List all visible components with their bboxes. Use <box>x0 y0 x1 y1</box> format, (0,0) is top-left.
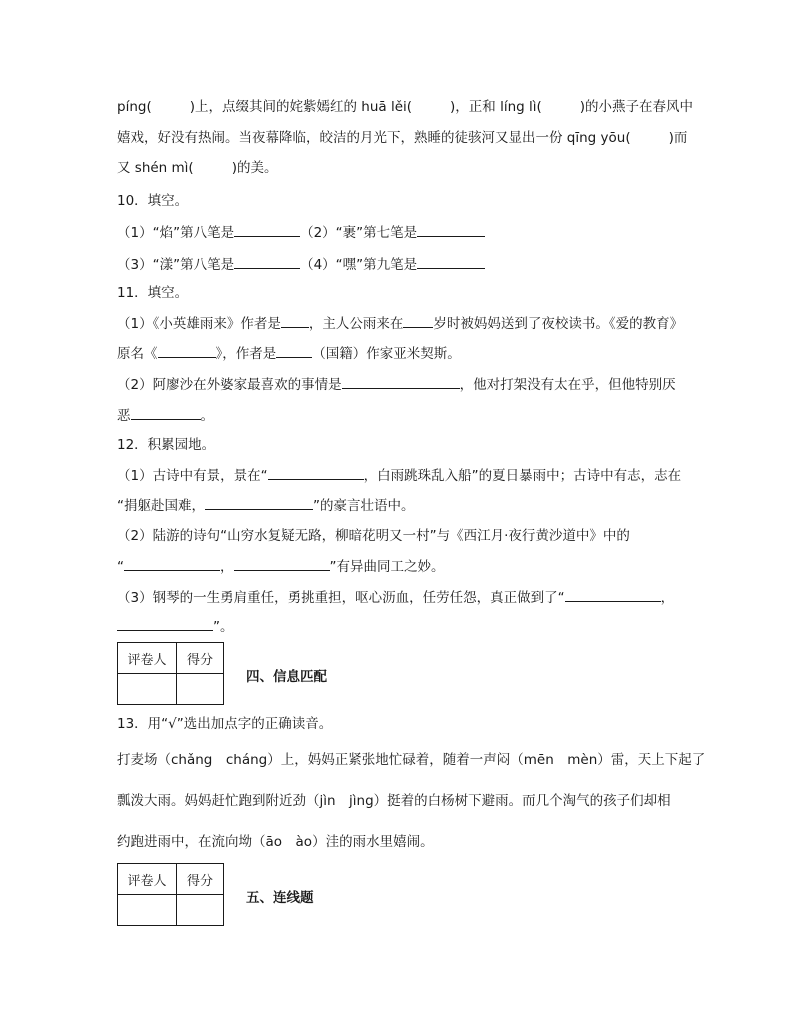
answer-blank[interactable] <box>124 556 220 571</box>
answer-blank[interactable] <box>268 465 364 480</box>
grader-header: 评卷人 <box>118 864 177 895</box>
q12-title: 12．积累园地。 <box>117 437 216 453</box>
q13-line-1: 打麦场（chǎng cháng）上，妈妈正紧张地忙碌着，随着一声闷（mēn mèn）雷，天上下起了 <box>117 752 706 768</box>
section-4-title: 四、信息匹配 <box>246 669 327 685</box>
score-cell[interactable] <box>177 674 224 705</box>
q12-line-6: ”。 <box>117 616 234 637</box>
score-header: 得分 <box>177 864 224 895</box>
answer-blank[interactable] <box>234 222 300 237</box>
grader-cell[interactable] <box>118 895 177 926</box>
answer-blank[interactable] <box>158 343 216 358</box>
q11-title: 11．填空。 <box>117 285 189 301</box>
answer-blank[interactable] <box>234 556 330 571</box>
answer-blank[interactable] <box>205 495 313 510</box>
answer-blank[interactable] <box>234 254 300 269</box>
answer-blank[interactable] <box>403 313 433 328</box>
q12-line-4: “ ， ”有异曲同工之妙。 <box>117 556 445 577</box>
q10-title: 10．填空。 <box>117 193 189 209</box>
score-table <box>117 863 224 926</box>
q10-row-1: （1）“焰”第八笔是 （2）“裹”第七笔是 <box>117 222 485 243</box>
score-table <box>117 642 224 705</box>
answer-blank[interactable] <box>281 313 309 328</box>
answer-blank[interactable] <box>117 616 213 631</box>
q9-line-3: 又 shén mì( )的美。 <box>117 160 278 176</box>
answer-blank[interactable] <box>342 374 460 389</box>
score-cell[interactable] <box>177 895 224 926</box>
q12-line-2: “捐躯赴国难， ”的豪言壮语中。 <box>117 495 415 516</box>
q13-line-2: 瓢泼大雨。妈妈赶忙跑到附近劲（jìn jìng）挺着的白杨树下避雨。而几个淘气的孩子们却相 <box>117 793 671 809</box>
section-5-title: 五、连线题 <box>246 890 314 906</box>
q11-line-4: 恶 。 <box>117 405 214 426</box>
answer-blank[interactable] <box>276 343 312 358</box>
q12-line-1: （1）古诗中有景，景在“ ，白雨跳珠乱入船”的夏日暴雨中；古诗中有志，志在 <box>117 465 681 486</box>
grader-header: 评卷人 <box>118 643 177 674</box>
q11-line-1: （1）《小英雄雨来》作者是 ，主人公雨来在 岁时被妈妈送到了夜校读书。《爱的教育》 <box>117 313 683 334</box>
q11-line-2: 原名《 》，作者是 （国籍）作家亚米契斯。 <box>117 343 461 364</box>
q13-title: 13．用“√”选出加点字的正确读音。 <box>117 716 333 732</box>
answer-blank[interactable] <box>417 222 485 237</box>
q12-line-3: （2）陆游的诗句“山穷水复疑无路，柳暗花明又一村”与《西江月·夜行黄沙道中》中的 <box>117 528 630 544</box>
q9-line-1: píng( )上，点缀其间的姹紫嫣红的 huā lěi( )，正和 líng lì( )的小燕子在春风中 <box>117 99 694 115</box>
answer-blank[interactable] <box>417 254 485 269</box>
answer-blank[interactable] <box>131 405 201 420</box>
q11-line-3: （2）阿廖沙在外婆家最喜欢的事情是 ，他对打架没有太在乎，但他特别厌 <box>117 374 676 395</box>
q10-row-2: （3）“漾”第八笔是 （4）“嘿”第九笔是 <box>117 254 485 275</box>
score-header: 得分 <box>177 643 224 674</box>
q9-line-2: 嬉戏，好没有热闹。当夜幕降临，皎洁的月光下，熟睡的徒骇河又显出一份 qīng yōu( )而 <box>117 130 688 146</box>
answer-blank[interactable] <box>565 587 661 602</box>
grader-cell[interactable] <box>118 674 177 705</box>
q13-line-3: 约跑进雨中，在流向坳（āo ào）洼的雨水里嬉闹。 <box>117 834 434 850</box>
q12-line-5: （3）钢琴的一生勇肩重任，勇挑重担，呕心沥血，任劳任怨，真正做到了“ ， <box>117 587 674 608</box>
